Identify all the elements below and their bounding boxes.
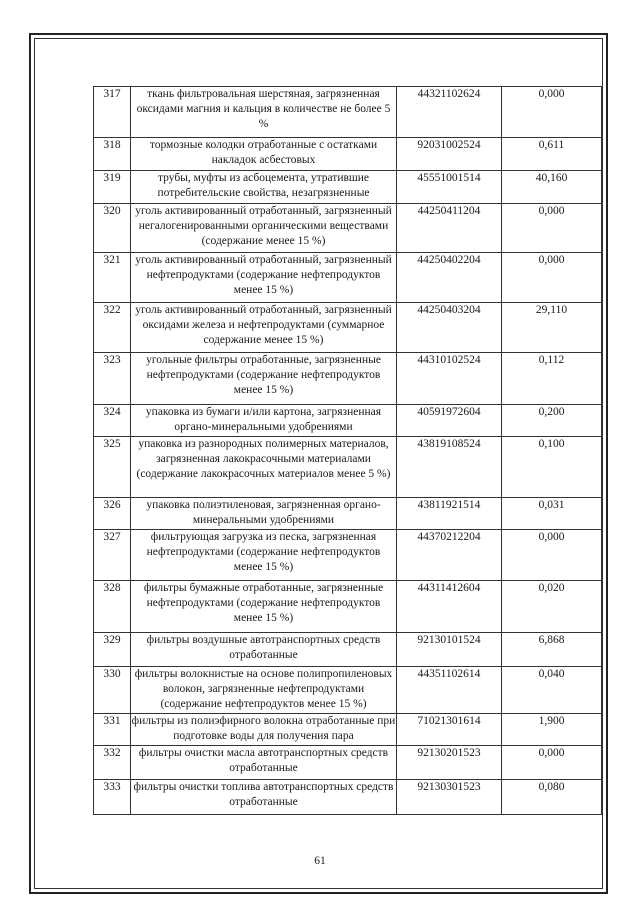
table-row [94, 303, 602, 353]
waste-description: уголь активированный отработанный, загрязненный негалогенированными органическими веществами (содержание менее 15 %) [131, 204, 397, 253]
waste-description: угольные фильтры отработанные, загрязненные нефтепродуктами (содержание нефтепродуктов менее 15 %) [131, 353, 397, 405]
row-number: 325 [94, 437, 131, 498]
row-number: 321 [94, 253, 131, 303]
table-row [94, 780, 602, 815]
row-number: 330 [94, 667, 131, 714]
waste-code: 71021301614 [397, 714, 502, 746]
waste-code: 44250403204 [397, 303, 502, 353]
waste-code: 44250411204 [397, 204, 502, 253]
waste-code: 44351102614 [397, 667, 502, 714]
waste-description: ткань фильтровальная шерстяная, загрязненная оксидами магния и кальция в количестве не более 5 % [131, 87, 397, 138]
table-row [94, 714, 602, 746]
row-number: 327 [94, 530, 131, 581]
waste-code: 43811921514 [397, 498, 502, 530]
waste-amount: 0,000 [502, 746, 602, 780]
waste-description: фильтры воздушные автотранспортных средств отработанные [131, 633, 397, 667]
table-row [94, 530, 602, 581]
waste-amount: 29,110 [502, 303, 602, 353]
waste-amount: 0,040 [502, 667, 602, 714]
waste-amount: 0,080 [502, 780, 602, 815]
waste-code: 44311412604 [397, 581, 502, 633]
waste-description: уголь активированный отработанный, загрязненный нефтепродуктами (содержание нефтепродуктов менее 15 %) [131, 253, 397, 303]
waste-amount: 0,000 [502, 253, 602, 303]
waste-code: 43819108524 [397, 437, 502, 498]
table-row [94, 405, 602, 437]
waste-description: фильтры бумажные отработанные, загрязненные нефтепродуктами (содержание нефтепродуктов менее 15 %) [131, 581, 397, 633]
table-row [94, 253, 602, 303]
table-row [94, 204, 602, 253]
waste-amount: 0,000 [502, 530, 602, 581]
waste-code: 44370212204 [397, 530, 502, 581]
row-number: 329 [94, 633, 131, 667]
waste-amount: 0,100 [502, 437, 602, 498]
waste-description: фильтры из полиэфирного волокна отработанные при подготовке воды для получения пара [131, 714, 397, 746]
row-number: 326 [94, 498, 131, 530]
row-number: 333 [94, 780, 131, 815]
waste-description: фильтрующая загрузка из песка, загрязненная нефтепродуктами (содержание нефтепродуктов менее 15 %) [131, 530, 397, 581]
table-row [94, 746, 602, 780]
waste-description: трубы, муфты из асбоцемента, утратившие потребительские свойства, незагрязненные [131, 171, 397, 204]
row-number: 323 [94, 353, 131, 405]
waste-code: 92130301523 [397, 780, 502, 815]
row-number: 324 [94, 405, 131, 437]
row-number: 319 [94, 171, 131, 204]
page-number: 61 [314, 855, 326, 867]
waste-amount: 0,112 [502, 353, 602, 405]
waste-description: упаковка полиэтиленовая, загрязненная органо-минеральными удобрениями [131, 498, 397, 530]
row-number: 331 [94, 714, 131, 746]
waste-amount: 1,900 [502, 714, 602, 746]
waste-amount: 0,031 [502, 498, 602, 530]
waste-description: фильтры очистки масла автотранспортных средств отработанные [131, 746, 397, 780]
waste-description: уголь активированный отработанный, загрязненный оксидами железа и нефтепродуктами (суммарное содержание менее 15 %) [131, 303, 397, 353]
waste-code: 44310102524 [397, 353, 502, 405]
row-number: 332 [94, 746, 131, 780]
waste-table [93, 86, 602, 815]
waste-code: 92130101524 [397, 633, 502, 667]
waste-description: фильтры волокнистые на основе полипропиленовых волокон, загрязненные нефтепродуктами (содержание нефтепродуктов менее 15 %) [131, 667, 397, 714]
table-row [94, 87, 602, 138]
waste-code: 44321102624 [397, 87, 502, 138]
waste-description: упаковка из разнородных полимерных материалов, загрязненная лакокрасочными материалами (содержание лакокрасочных материалов менее 5 %) [131, 437, 397, 498]
row-number: 317 [94, 87, 131, 138]
waste-code: 92031002524 [397, 138, 502, 171]
row-number: 322 [94, 303, 131, 353]
row-number: 320 [94, 204, 131, 253]
table-row [94, 138, 602, 171]
waste-amount: 6,868 [502, 633, 602, 667]
table-row [94, 171, 602, 204]
waste-amount: 0,200 [502, 405, 602, 437]
waste-code: 92130201523 [397, 746, 502, 780]
waste-amount: 0,000 [502, 87, 602, 138]
waste-description: тормозные колодки отработанные с остатками накладок асбестовых [131, 138, 397, 171]
waste-code: 40591972604 [397, 405, 502, 437]
waste-table-body [94, 87, 602, 815]
row-number: 328 [94, 581, 131, 633]
waste-amount: 0,611 [502, 138, 602, 171]
table-row [94, 353, 602, 405]
waste-amount: 40,160 [502, 171, 602, 204]
waste-amount: 0,020 [502, 581, 602, 633]
table-row [94, 667, 602, 714]
waste-description: фильтры очистки топлива автотранспортных средств отработанные [131, 780, 397, 815]
row-number: 318 [94, 138, 131, 171]
waste-amount: 0,000 [502, 204, 602, 253]
waste-code: 44250402204 [397, 253, 502, 303]
table-row [94, 498, 602, 530]
table-row [94, 581, 602, 633]
table-row [94, 437, 602, 498]
table-row [94, 633, 602, 667]
waste-code: 45551001514 [397, 171, 502, 204]
waste-description: упаковка из бумаги и/или картона, загрязненная органо-минеральными удобрениями [131, 405, 397, 437]
